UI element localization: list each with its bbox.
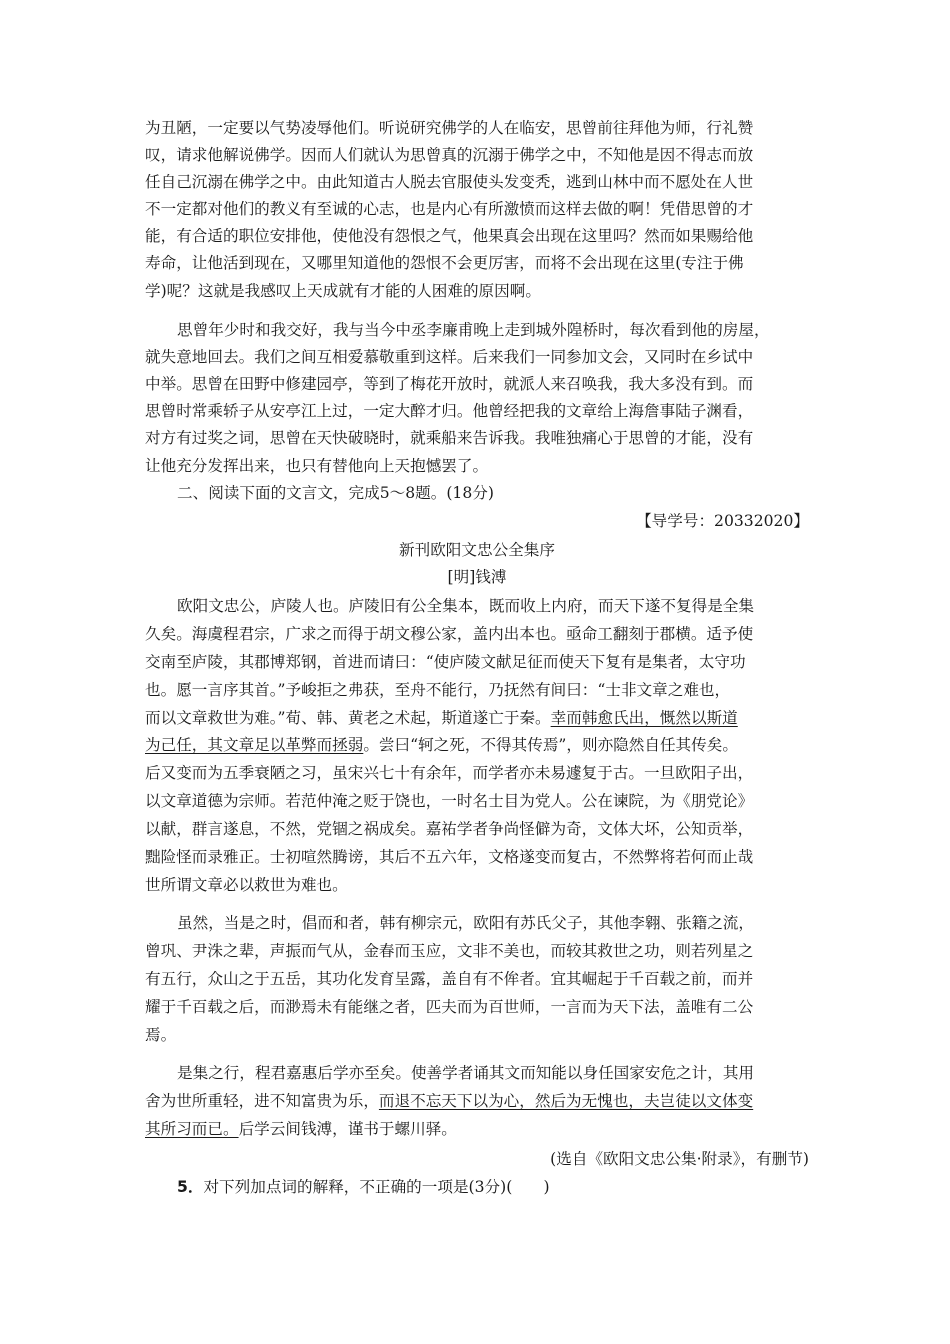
passage-line <box>145 707 809 729</box>
section-instruction: 二、阅读下面的文言文，完成5～8题。(18分) <box>177 484 494 502</box>
passage-text: 舍为世所重轻，进不知富贵为乐， <box>145 1092 379 1110</box>
passage-line: 交南至庐陵，其郡博郑钢，首进而请曰：“使庐陵文献足征而使天下复有是集者，太守功 <box>145 653 746 671</box>
underlined-sentence: 而退不忘天下以为心，然后为无愧也，夫岂徒以文体变 <box>378 1092 754 1110</box>
question-5 <box>177 1176 809 1198</box>
passage-text: 后学亦至矣。使善学者诵其文而知能以身任国家安危之计，其用 <box>317 1064 755 1082</box>
translation-line: 中举。思曾在田野中修建园亭，等到了梅花开放时，就派人来召唤我，我大多没有到。而 <box>145 375 754 393</box>
dotted-word: 惠 <box>301 1064 318 1082</box>
translation-line: 叹，请求他解说佛学。因而人们就认为思曾真的沉溺于佛学之中，不知他是因不得志而放 <box>145 146 754 164</box>
translation-line: 思曾年少时和我交好，我与当今中丞李廉甫晚上走到城外隍桥时，每次看到他的房屋， <box>177 321 770 339</box>
translation-line: 学)呢？这就是我感叹上天成就有才能的人困难的原因啊。 <box>145 282 541 300</box>
passage-line <box>145 1118 809 1140</box>
dotted-word: 尚 <box>503 820 520 838</box>
passage-text: 命工翻刻于郡横。适予使 <box>581 625 754 643</box>
question-text: 对下列加点词的解释，不正确的一项是(3分)( ) <box>203 1178 550 1196</box>
question-number: 5． <box>177 1178 204 1196</box>
passage-line <box>145 734 809 756</box>
passage-text: 久矣。海虞程君宗，广求之而得于胡文穆公家，盖内出本也。 <box>145 625 567 643</box>
underlined-sentence: 为己任，其文章足以革弊而拯弱 <box>145 736 364 754</box>
passage-line: 后又变而为五季衰陋之习，虽宋兴七十有余年，而学者亦未易遽复于古。一旦欧阳子出， <box>145 764 754 782</box>
passage-line: 有五行，众山之于五岳，其功化发育呈露，盖自有不侔者。宜其崛起于千百载之前，而并 <box>145 970 754 988</box>
translation-line: 就失意地回去。我们之间互相爱慕敬重到这样。后来我们一同参加文会，又同时在乡试中 <box>145 348 754 366</box>
passage-title: 新刊欧阳文忠公全集序 <box>399 541 555 559</box>
translation-line: 能，有合适的职位安排他，使他没有怨恨之气，他果真会出现在这里吗？然而如果赐给他 <box>145 227 754 245</box>
translation-line: 不一定都对他们的教义有至诚的心志，也是内心有所激愤而这样去做的啊！凭借思曾的才 <box>145 200 754 218</box>
passage-line: 欧阳文忠公，庐陵人也。庐陵旧有公全集本，既而收上内府，而天下遂不复得是全集 <box>177 597 754 615</box>
underlined-sentence: 幸而韩愈氏出，慨然以斯道 <box>550 709 738 727</box>
passage-line: 曾巩、尹洙之辈，声振而气从，金春而玉应，文非不美也，而较其救世之功，则若列星之 <box>145 942 754 960</box>
passage-line <box>145 818 809 840</box>
passage-text: 后学云间钱溥，谨书于螺川驿。 <box>238 1120 457 1138</box>
underlined-sentence: 其所习而已。 <box>145 1120 239 1138</box>
passage-text: 以献，群言遂息，不然，党锢之祸成矣。嘉祐学者争 <box>145 820 504 838</box>
passage-line: 黜险怪而录雅正。士初喧然腾谤，其后不五六年，文格遂变而复古，不然弊将若何而止哉 <box>145 848 754 866</box>
passage-line: 虽然，当是之时，倡而和者，韩有柳宗元，欧阳有苏氏父子，其他李翱、张籍之流， <box>177 914 754 932</box>
passage-text: 。尝曰“轲之死，不得其传焉”，则亦隐然自任其传矣。 <box>363 736 738 754</box>
dotted-word: 亟 <box>566 625 582 643</box>
passage-text: 是集之行，程君嘉 <box>177 1064 302 1082</box>
passage-text: 而以文章救世为难。”荀、韩、黄老之术起，斯道遂亡于秦。 <box>145 709 551 727</box>
translation-line: 思曾时常乘轿子从安亭江上过，一定大醉才归。他曾经把我的文章给上海詹事陆子渊看， <box>145 402 754 420</box>
passage-line: 也。愿一言序其首。”予峻拒之弗获，至舟不能行，乃抚然有间曰：“士非文章之难也， <box>145 681 731 699</box>
passage-text: 怪僻为奇，文体大坏，公知贡举， <box>519 820 754 838</box>
translation-line: 为丑陋，一定要以气势凌辱他们。听说研究佛学的人在临安，思曾前往拜他为师，行礼赞 <box>145 119 754 137</box>
translation-line: 寿命，让他活到现在，又哪里知道他的怨恨不会更厉害，而将不会出现在这里(专注于佛 <box>145 254 744 272</box>
passage-author: [明]钱溥 <box>447 568 507 586</box>
passage-source: (选自《欧阳文忠公集·附录》，有删节) <box>550 1150 809 1168</box>
passage-line: 世所谓文章必以救世为难也。 <box>145 876 348 894</box>
translation-line: 对方有过奖之词，思曾在天快破晓时，就乘船来告诉我。我唯独痛心于思曾的才能，没有 <box>145 429 754 447</box>
translation-line: 任自己沉溺在佛学之中。由此知道古人脱去官服使头发变秃，逃到山林中而不愿处在人世 <box>145 173 754 191</box>
guide-number: 【导学号：20332020】 <box>636 512 809 530</box>
passage-line <box>177 1062 809 1084</box>
passage-line: 以文章道德为宗师。若范仲淹之贬于饶也，一时名士目为党人。公在谏院，为《朋党论》 <box>145 792 754 810</box>
passage-line: 焉。 <box>145 1026 177 1044</box>
translation-line: 让他充分发挥出来，也只有替他向上天抱憾罢了。 <box>145 457 489 475</box>
passage-line <box>145 1090 809 1112</box>
passage-line <box>145 623 809 645</box>
passage-line: 耀于千百载之后，而渺焉未有能继之者，匹夫而为百世师，一言而为天下法，盖唯有二公 <box>145 998 754 1016</box>
